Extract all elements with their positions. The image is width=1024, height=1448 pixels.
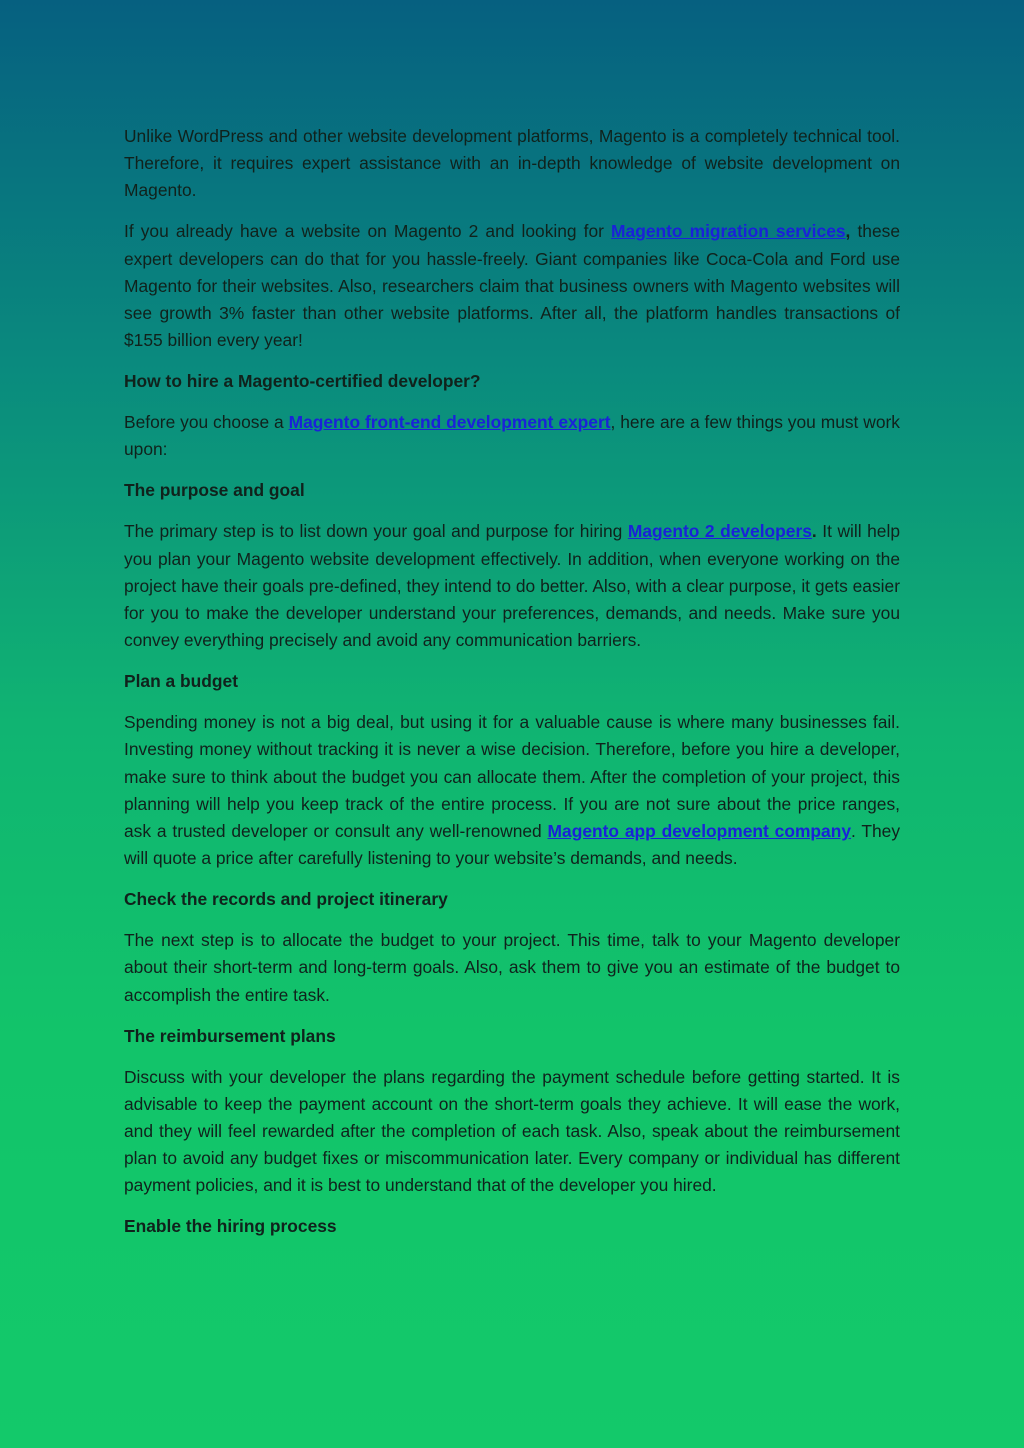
magento-2-developers-link[interactable]: Magento 2 developers (627, 521, 812, 542)
migration-text-post: these expert developers can do that for you hassle-freely. Giant companies like Coca-Cola and Ford use Magento for their websites. Also, researchers claim that business owners with Magento websites will see growth 3% faster than other website platforms. After all, the platform handles transactions of $155 billion every year! (124, 221, 901, 351)
intro-text: Unlike WordPress and other website development platforms, Magento is a completely technical tool. Therefore, it requires expert assistance with an in-depth knowledge of website development on Magento. (124, 126, 900, 201)
front-end-text-post: , here are a few things you must work upon: (124, 412, 900, 460)
reimbursement-paragraph (124, 1064, 900, 1200)
heading-purpose-and-goal: The purpose and goal (124, 480, 305, 501)
migration-paragraph (124, 218, 900, 354)
intro-paragraph (124, 123, 900, 205)
front-end-text-pre: Before you choose a (124, 412, 289, 433)
budget-text-post: . They will quote a price after carefully listening to your website’s demands, and needs. (124, 821, 901, 869)
purpose-text-pre: The primary step is to list down your goal and purpose for hiring (124, 521, 628, 542)
migration-comma: , (845, 221, 851, 242)
heading-enable-hiring: Enable the hiring process (124, 1216, 337, 1237)
magento-front-end-expert-link[interactable]: Magento front-end development expert (288, 412, 611, 433)
purpose-paragraph (124, 518, 900, 654)
records-text: The next step is to allocate the budget to your project. This time, talk to your Magento developer about their short-term and long-term goals. Also, ask them to give you an estimate of the budget to accomplish the entire task. (124, 930, 900, 1005)
reimbursement-text: Discuss with your developer the plans regarding the payment schedule before getting started. It is advisable to keep the payment account on the short-term goals they achieve. It will ease the work, and they will feel rewarded after the completion of each task. Also, speak about the reimbursement plan to avoid any budget fixes or miscommunication later. Every company or individual has different payment policies, and it is best to understand that of the developer you hired. (124, 1066, 900, 1196)
heading-how-to-hire: How to hire a Magento-certified developer? (124, 371, 481, 392)
migration-text-pre: If you already have a website on Magento 2 and looking for (124, 221, 612, 242)
front-end-paragraph (124, 409, 900, 463)
budget-paragraph (124, 709, 900, 872)
purpose-dot: . (811, 521, 817, 542)
heading-plan-a-budget: Plan a budget (124, 671, 239, 692)
heading-reimbursement-plans: The reimbursement plans (124, 1025, 336, 1046)
heading-records-itinerary: Check the records and project itinerary (124, 889, 448, 910)
purpose-text-post: It will help you plan your Magento website development effectively. In addition, when everyone working on the project have their goals pre-defined, they intend to do better. Also, with a clear purpose, it gets easier for you to make the developer understand your preferences, demands, and needs. Make sure you convey everything precisely and avoid any communication barriers. (124, 521, 901, 651)
document-body (124, 123, 900, 1254)
magento-app-development-company-link[interactable]: Magento app development company (547, 821, 852, 842)
magento-migration-services-link[interactable]: Magento migration services (611, 221, 846, 242)
records-paragraph (124, 927, 900, 1009)
budget-text-pre: Spending money is not a big deal, but using it for a valuable cause is where many businesses fail. Investing money without tracking it is never a wise decision. Therefore, before you hire a developer, make sure to think about the budget you can allocate them. After the completion of your project, this planning will help you keep track of the entire process. If you are not sure about the price ranges, ask a trusted developer or consult any well-renowned (124, 712, 900, 842)
